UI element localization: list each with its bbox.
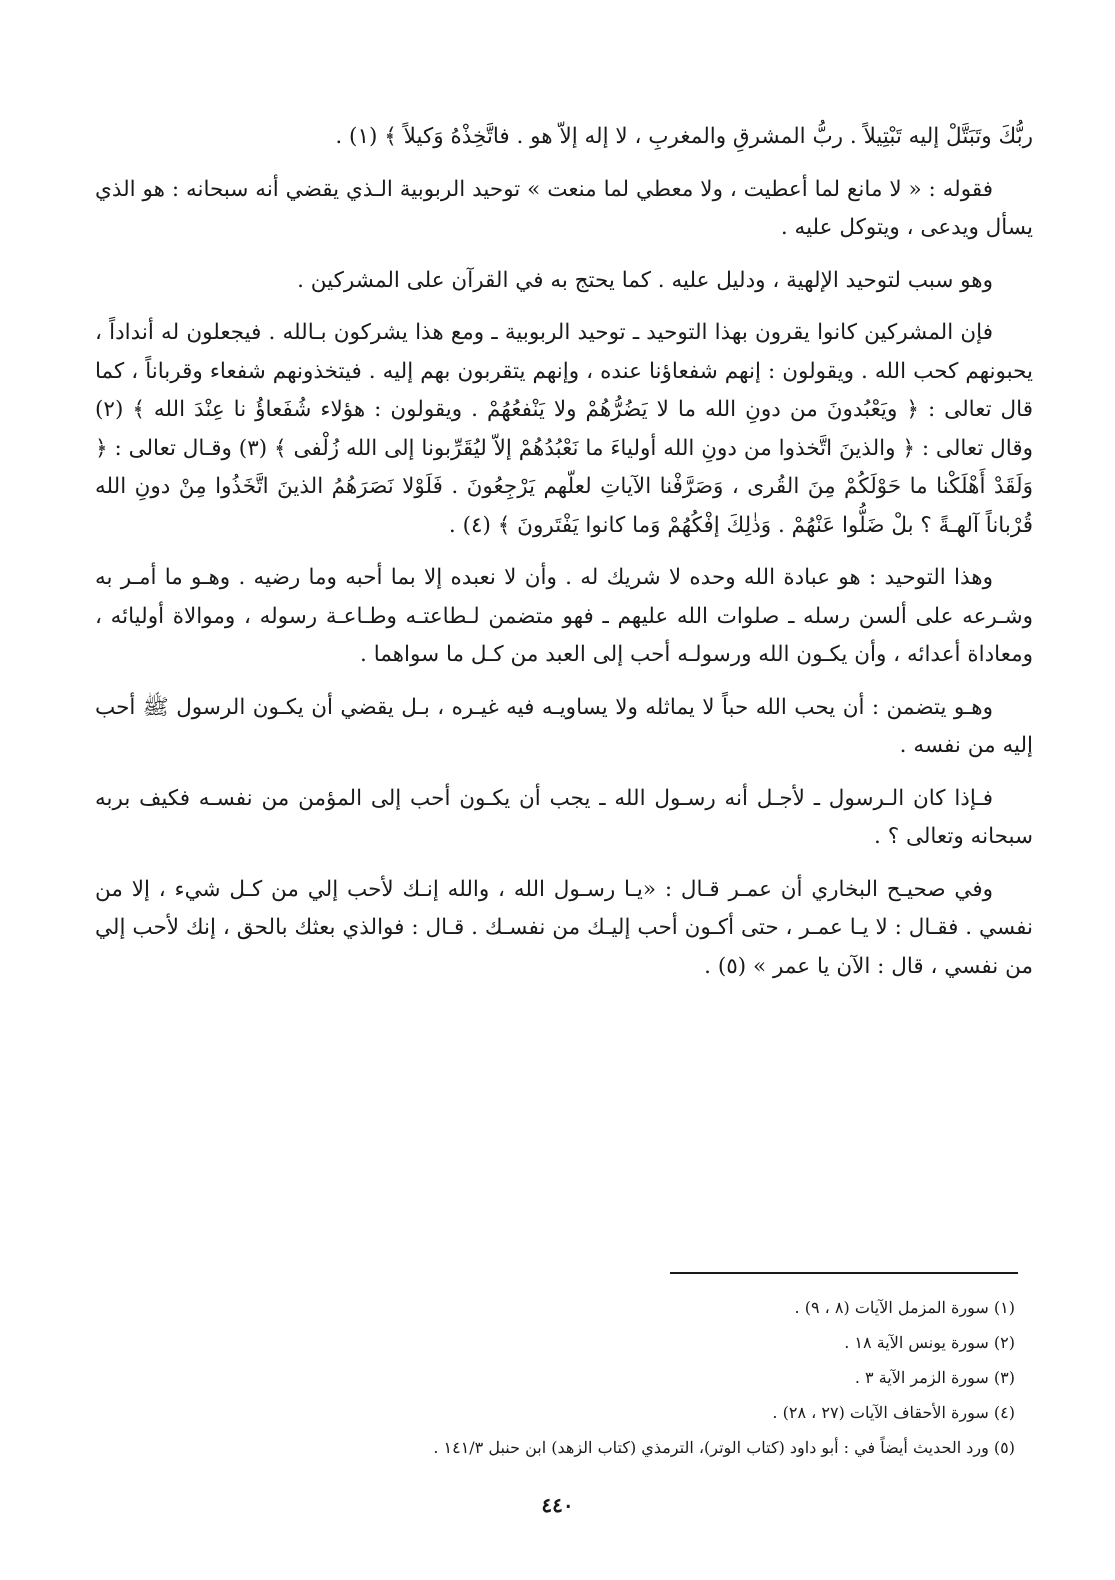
footnote-4: (٤) سورة الأحقاف الآيات (٢٧ ، ٢٨) . bbox=[772, 1403, 1015, 1422]
paragraph-5: وهذا التوحيد : هو عبادة الله وحده لا شريك له . وأن لا نعبده إلا بما أحبه وما رضيه . وهـو ما أمـر به وشـرعه على ألسن رسله ـ صلوات الله عليهم ـ فهو متضمن لـطاعتـه وطـاعـة رسوله ، وموالاة أوليائه ، ومعاداة أعدائه ، وأن يكـون الله ورسولـه أحب إلى العبد من كـل ما سواهما . bbox=[95, 565, 1033, 667]
paragraph-1: ربُّكَ وتَبَتَّلْ إليه تَبْتِيلاً . ربُّ المشرقِ والمغربِ ، لا إله إلاّ هو . فاتَّخِذْهُ وَكيلاً ﴾ (١) . bbox=[335, 124, 1033, 149]
footnote-separator bbox=[670, 1272, 1018, 1274]
paragraph-4: فإن المشركين كانوا يقرون بهذا التوحيد ـ توحيد الربوبية ـ ومع هذا يشركون بـالله . فيجعلون له أنداداً ، يحبونهم كحب الله . ويقولون : إنهم شفعاؤنا عنده ، وإنهم يتقربون بهم إليه . فيتخذونهم شفعاء وقرباناً ، كما قال تعالى : ﴿ ويَعْبُدونَ من دونِ الله ما لا يَضُرُّهُمْ ولا يَنْفعُهُمْ . ويقولون : هؤلاء شُفَعاؤُ نا عِنْدَ الله ﴾ (٢) وقال تعالى : ﴿ والذينَ اتَّخذوا من دونِ الله أولياءَ ما نَعْبُدُهُمْ إلاّ ليُقَرِّبونا إلى الله زُلْفى ﴾ (٣) وقـال تعالى : ﴿ وَلَقَدْ أَهْلَكْنا ما حَوْلَكُمْ مِنَ القُرى ، وَصَرَّفْنا الآياتِ لعلّهم يَرْجِعُونَ . فَلَوْلا نَصَرَهُمُ الذينَ اتَّخَذُوا مِنْ دونِ الله قُرْباناً آلهـةً ؟ بلْ ضَلُّوا عَنْهُمْ . وَذٰلِكَ إفْكُهُمْ وَما كانوا يَفْتَرونَ ﴾ (٤) . bbox=[95, 320, 1033, 538]
paragraph-8: وفي صحيـح البخاري أن عمـر قـال : «يـا رسـول الله ، والله إنـك لأحب إلي من كـل شيء ، إلا من نفسي . فقـال : لا يـا عمـر ، حتى أكـون أحب إليـك من نفسـك . قـال : فوالذي بعثك بالحق ، إنك لأحب إلي من نفسي ، قال : الآن يا عمر » (٥) . bbox=[95, 876, 1033, 979]
footnotes bbox=[95, 1290, 1015, 1465]
page-number: ٤٤٠ bbox=[541, 1493, 574, 1517]
paragraph-2: فقوله : « لا مانع لما أعطيت ، ولا معطي لما منعت » توحيد الربوبية الـذي يقضي أنه سبحانه : هو الذي يسأل ويدعى ، ويتوكل عليه . bbox=[95, 176, 1033, 240]
footnote-2: (٢) سورة يونس الآية ١٨ . bbox=[844, 1333, 1015, 1352]
paragraph-6: وهـو يتضمن : أن يحب الله حباً لا يماثله ولا يساويـه فيه غيـره ، بـل يقضي أن يكـون الرسول ﷺ أحب إليه من نفسه . bbox=[95, 694, 1033, 758]
paragraph-3: وهو سبب لتوحيد الإلهية ، ودليل عليه . كما يحتج به في القرآن على المشركين . bbox=[297, 267, 993, 293]
footnote-1: (١) سورة المزمل الآيات (٨ ، ٩) . bbox=[794, 1298, 1015, 1317]
footnote-5: (٥) ورد الحديث أيضاً في : أبو داود (كتاب الوتر)، الترمذي (كتاب الزهد) ابن حنبل ١٤١/٣ . bbox=[433, 1438, 1015, 1457]
paragraph-7: فـإذا كان الـرسول ـ لأجـل أنه رسـول الله ـ يجب أن يكـون أحب إلى المؤمن من نفسـه فكيف بربه سبحانه وتعالى ؟ . bbox=[95, 785, 1033, 849]
page-body bbox=[95, 118, 1033, 992]
footnote-3: (٣) سورة الزمر الآية ٣ . bbox=[854, 1368, 1015, 1387]
